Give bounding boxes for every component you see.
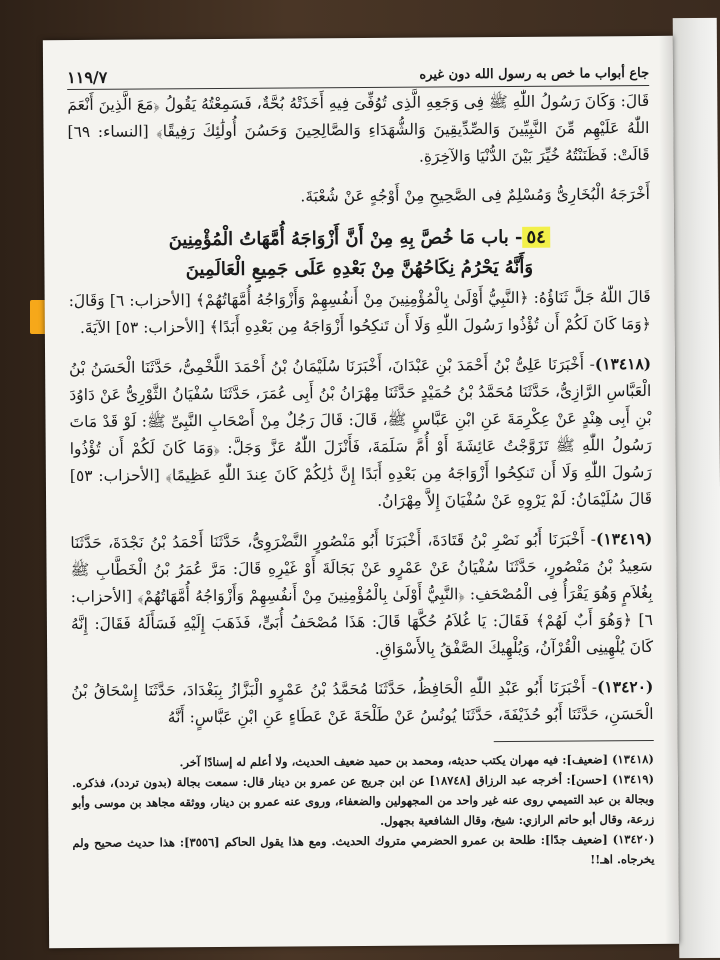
hadith-number: (١٣٤١٨) (594, 353, 652, 374)
hadith-13420 (71, 673, 653, 732)
intro-paragraph-2: أَخْرَجَهُ الْبُخَارِىُّ وَمُسْلِمٌ فِى الصَّحِيحِ مِنْ أَوْجُهٍ عَنْ شُعْبَةَ. (300, 184, 650, 206)
hadith-text: - أَخْبَرَنَا أَبُو نَصْرِ بْنُ قَتَادَةَ، أَخْبَرَنَا أَبُو مَنْصُورٍ النَّضْرَوِىُّ، حَدَّثَنَا أَحْمَدُ بْنُ نَجْدَةَ، حَدَّثَنَا سَعِيدُ بْنُ مَنْصُورٍ، حَدَّثَنَا سُفْيَانُ عَنْ عَمْرٍو عَنْ بَجَالَةَ أَوْ غَيْرِهِ قَالَ: مَرَّ عُمَرُ بْنُ الْخَطَّابِ ﷺ بِغُلاَمٍ وَهُوَ يَقْرَأُ فِى الْمُصْحَفِ: ﴿النَّبِيُّ أَوْلَىٰ بِالْمُؤْمِنِينَ مِنْ أَنفُسِهِمْ وَأَزْوَاجُهُ أُمَّهَاتُهُمْ﴾ [الأحزاب: ٦] ﴿وَهُوَ أَبٌ لَهُمْ﴾ فَقَالَ: يَا غُلاَمُ حُكَّهَا قَالَ: هَذَا مُصْحَفُ أُبَىٍّ، فَذَهَبَ إِلَيْهِ فَسَأَلَهُ فَقَالَ: إِنَّهُ كَانَ يُلْهِينِى الْقُرْآنُ، وَيُلْهِيكَ الصَّفْقُ بِالأَسْوَاقِ. (70, 530, 654, 658)
hadith-13418 (69, 350, 652, 517)
chapter-title-line-1: - باب مَا خُصَّ بِهِ مِنْ أَنَّ أَزْوَاجَهُ أُمَّهَاتُ الْمُؤْمِنِينَ (168, 226, 523, 251)
chapter-heading-line-1 (68, 222, 650, 256)
footnotes (72, 749, 655, 873)
hadith-number: (١٣٤١٩) (595, 528, 653, 549)
footnote-13418: (١٣٤١٨) [ضعيف]: فيه مهران يكتب حديثه، ومحمد بن حميد ضعيف الحديث، ولا أعلم له إسنادًا آخر. (179, 751, 654, 770)
footnote-13419: (١٣٤١٩) [حسن]: أخرجه عبد الرزاق [١٨٧٤٨] عن ابن جريج عن عمرو بن دينار قال: سمعت بجالة (بدون تردد)، فذكره. وبجالة بن عبد التميمي روى عنه غير واحد من المجهولين والضعفاء، وروى عنه عمرو بن دينار، ووثقه مجاهد بن موسى وأبو زرعة، وقال أبو حاتم الرازي: شيخ، وقال الشافعية بجهول. (71, 771, 655, 828)
hadith-text: - أَخْبَرَنَا أَبُو عَبْدِ اللّٰهِ الْحَافِظُ، حَدَّثَنَا مُحَمَّدُ بْنُ عَمْرٍو الْبَزَّازُ بِبَغْدَادَ، حَدَّثَنَا إِسْحَاقُ بْنُ الْحَسَنِ، حَدَّثَنَا أَبُو حُذَيْفَةَ، حَدَّثَنَا يُونُسُ عَنْ طَلْحَةَ عَنْ عَطَاءٍ عَنِ ابْنِ عَبَّاسٍ: أَنَّهُ (71, 678, 654, 727)
quran-verses: قَالَ اللّٰهُ جَلَّ ثَنَاؤُهُ: ﴿النَّبِيُّ أَوْلَىٰ بِالْمُؤْمِنِينَ مِنْ أَنفُسِهِمْ وَأَزْوَاجُهُ أُمَّهَاتُهُمْ﴾ [الأحزاب: ٦] وَقَالَ: ﴿وَمَا كَانَ لَكُمْ أَن تُؤْذُوا رَسُولَ اللّٰهِ وَلَا أَن تَنكِحُوا أَزْوَاجَهُ مِن بَعْدِهِ أَبَدًا﴾ [الأحزاب: ٥٣] الآيَةَ. (68, 287, 651, 337)
hadith-13419 (70, 525, 653, 665)
hadith-text: - أَخْبَرَنَا عَلِىُّ بْنُ أَحْمَدَ بْنِ عَبْدَانَ، أَخْبَرَنَا سُلَيْمَانُ بْنُ أَحْمَدَ اللَّخْمِىُّ، حَدَّثَنَا الْحَسَنُ بْنُ الْعَبَّاسِ الرَّازِىُّ، حَدَّثَنَا مُحَمَّدُ بْنُ حُمَيْدٍ حَدَّثَنَا مِهْرَانُ بْنُ أَبِى عُمَرَ، حَدَّثَنَا سُفْيَانُ الثَّوْرِىُّ عَنْ دَاوُدَ بْنِ أَبِى هِنْدٍ عَنْ عِكْرِمَةَ عَنِ ابْنِ عَبَّاسٍ ﷺ، قَالَ: قَالَ رَجُلٌ مِنْ أَصْحَابِ النَّبِىِّ ﷺ: لَوْ قَدْ مَاتَ رَسُولُ اللّٰهِ ﷺ تَزَوَّجْتُ عَائِشَةَ أَوْ أُمَّ سَلَمَةَ، فَأَنْزَلَ اللّٰهُ عَزَّ وَجَلَّ: ﴿وَمَا كَانَ لَكُمْ أَن تُؤْذُوا رَسُولَ اللّٰهِ وَلَا أَن تَنكِحُوا أَزْوَاجَهُ مِن بَعْدِهِ أَبَدًا إِنَّ ذَٰلِكُمْ كَانَ عِندَ اللّٰهِ عَظِيمًا﴾ [الأحزاب: ٥٣] قَالَ سُلَيْمَانُ: لَمْ يَرْوِهِ عَنْ سُفْيَانَ إِلاَّ مِهْرَانُ. (69, 355, 653, 510)
running-header-title: جاع أبواب ما خص به رسول الله دون غيره (419, 65, 650, 83)
facing-page-edge (673, 18, 720, 958)
page-content (67, 64, 655, 873)
chapter-title-line-2: وَأَنَّهُ يَحْرُمُ نِكَاحُهُنَّ مِنْ بَعْدِهِ عَلَى جَمِيعِ الْعَالَمِينَ (185, 256, 534, 281)
running-header (67, 64, 649, 90)
hadith-number: (١٣٤٢٠) (596, 676, 654, 697)
chapter-heading (68, 222, 650, 286)
page-number: ١١٩/٧ (67, 67, 108, 88)
intro-paragraph-1: قَالَ: وَكَانَ رَسُولُ اللّٰهِ ﷺ فِى وَجَعِهِ الَّذِى تُوُفِّىَ فِيهِ أَخَذَتْهُ بُحَّةٌ، فَسَمِعْتُهُ يَقُولُ ﴿مَعَ الَّذِينَ أَنْعَمَ اللّٰهُ عَلَيْهِم مِّنَ النَّبِيِّينَ وَالصِّدِّيقِينَ وَالشُّهَدَاءِ وَالصَّالِحِينَ وَحَسُنَ أُولَٰئِكَ رَفِيقًا﴾ [النساء: ٦٩] قَالَتْ: فَظَنَنْتُهُ خُيِّرَ بَيْنَ الدُّنْيَا وَالآخِرَةِ. (67, 91, 650, 166)
book-page (43, 36, 679, 948)
chapter-number: ٥٤ (522, 227, 549, 248)
footnote-divider (494, 740, 654, 742)
footnote-13420: (١٣٤٢٠) [ضعيف جدًا]: طلحة بن عمرو الحضرمي متروك الحديث. ومع هذا يقول الحاكم [٣٥٥٦]: هذا حديث صحيح ولم يخرجاه. اهـ!! (72, 831, 655, 867)
